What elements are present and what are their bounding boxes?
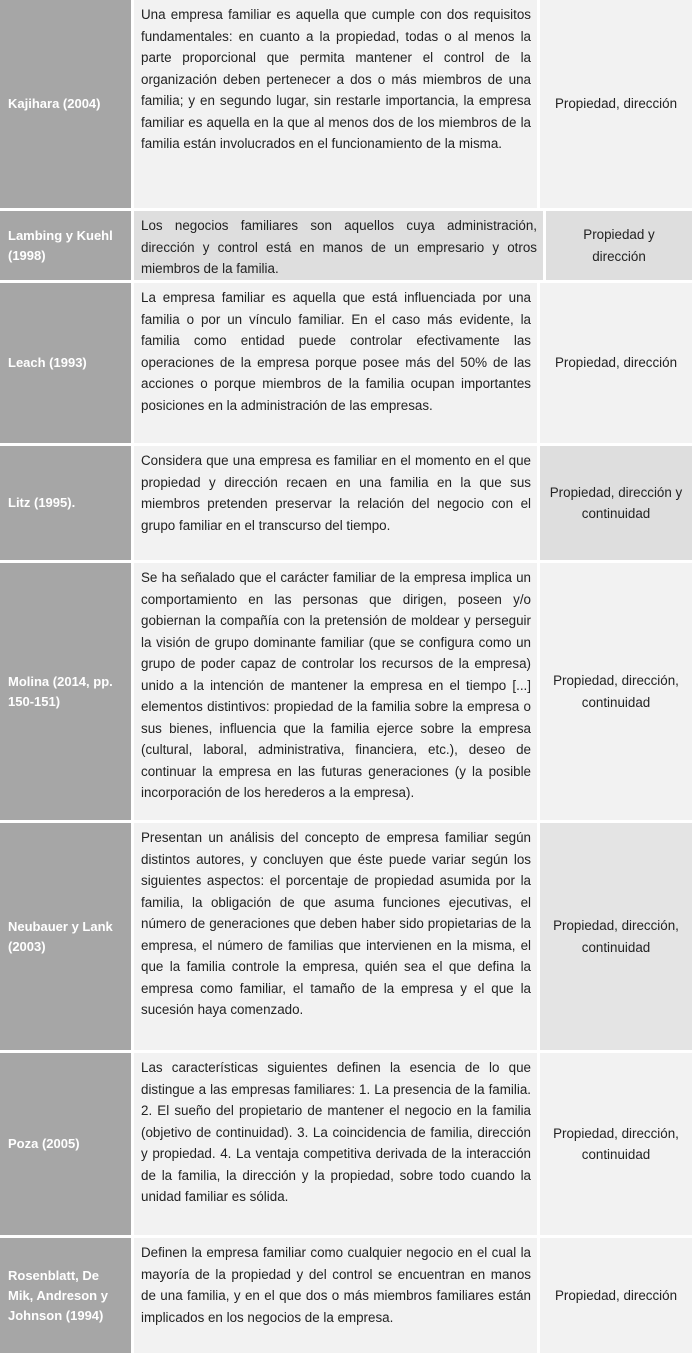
definition-cell: Considera que una empresa es familiar en el momento en el que propiedad y dirección recaen en una familia en la que sus miembros pretenden preservar la relación del negocio con el grupo familiar en el transcurso del tiempo. — [134, 446, 537, 560]
definition-cell: Definen la empresa familiar como cualquier negocio en el cual la mayoría de la propiedad y del control se encuentran en manos de una familia, y en el que dos o más miembros familiares están implicados en los negocios de la empresa. — [134, 1238, 537, 1353]
criteria-cell: Propiedad, dirección y continuidad — [540, 446, 692, 560]
criteria-cell: Propiedad, dirección — [540, 1238, 692, 1353]
author-cell: Leach (1993) — [0, 283, 131, 443]
table-row — [0, 283, 692, 443]
table-row — [0, 563, 692, 820]
definition-cell: Una empresa familiar es aquella que cumple con dos requisitos fundamentales: en cuanto a la propiedad, todas o al menos la parte proporcional que permita mantener el control de la organización deben pertenecer a dos o más miembros de una familia; y en segundo lugar, sin restarle importancia, la empresa familiar es aquella en la que al menos dos de los miembros de la familia están involucrados en el funcionamiento de la misma. — [134, 0, 537, 208]
criteria-cell: Propiedad, dirección, continuidad — [540, 563, 692, 820]
table-row — [0, 0, 692, 208]
author-cell: Lambing y Kuehl (1998) — [0, 211, 131, 280]
definition-cell: La empresa familiar es aquella que está influenciada por una familia o por un vínculo familiar. En el caso más evidente, la familia como entidad puede controlar efectivamente las operaciones de la empresa porque posee más del 50% de las acciones o porque miembros de la familia ocupan importantes posiciones en la administración de las empresas. — [134, 283, 537, 443]
author-cell: Molina (2014, pp. 150-151) — [0, 563, 131, 820]
criteria-cell: Propiedad y dirección — [546, 211, 692, 280]
author-cell: Litz (1995). — [0, 446, 131, 560]
criteria-cell: Propiedad, dirección, continuidad — [540, 823, 692, 1050]
definition-cell: Las características siguientes definen la esencia de lo que distingue a las empresas familiares: 1. La presencia de la familia. 2. El sueño del propietario de mantener el negocio en la familia (objetivo de continuidad). 3. La coincidencia de familia, dirección y propiedad. 4. La ventaja competitiva derivada de la interacción de la familia, la dirección y la propiedad, sobre todo cuando la unidad familiar es sólida. — [134, 1053, 537, 1235]
criteria-cell: Propiedad, dirección — [540, 0, 692, 208]
criteria-cell: Propiedad, dirección — [540, 283, 692, 443]
definition-cell: Los negocios familiares son aquellos cuya administración, dirección y control está en manos de un empresario y otros miembros de la familia. — [134, 211, 543, 280]
author-cell: Rosenblatt, De Mik, Andreson y Johnson (1994) — [0, 1238, 131, 1353]
table-row — [0, 823, 692, 1050]
table-row — [0, 446, 692, 560]
definition-cell: Se ha señalado que el carácter familiar de la empresa implica un comportamiento en las personas que dirigen, poseen y/o gobiernan la compañía con la pretensión de moldear y perseguir la visión de grupo dominante familiar (que se configura como un grupo de poder capaz de controlar los recursos de la empresa) unido a la intención de mantener la empresa en el tiempo [...] elementos distintivos: propiedad de la familia sobre la empresa o sus bienes, influencia que la familia ejerce sobre la empresa (cultural, laboral, administrativa, financiera, etc.), deseo de continuar la empresa en las futuras generaciones (y la posible incorporación de los herederos a la empresa). — [134, 563, 537, 820]
author-cell: Neubauer y Lank (2003) — [0, 823, 131, 1050]
definition-cell: Presentan un análisis del concepto de empresa familiar según distintos autores, y concluyen que éste puede variar según los siguientes aspectos: el porcentaje de propiedad asumida por la familia, la obligación de que asuma funciones ejecutivas, el número de generaciones que deben haber sido propietarias de la empresa, el número de familias que intervienen en la misma, el que la familia controle la empresa, quién sea el que defina la empresa como familiar, el tamaño de la empresa y el que la sucesión haya comenzado. — [134, 823, 537, 1050]
criteria-cell: Propiedad, dirección, continuidad — [540, 1053, 692, 1235]
table-row — [0, 1238, 692, 1353]
table-row — [0, 211, 692, 280]
author-cell: Kajihara (2004) — [0, 0, 131, 208]
author-cell: Poza (2005) — [0, 1053, 131, 1235]
table-row — [0, 1053, 692, 1235]
